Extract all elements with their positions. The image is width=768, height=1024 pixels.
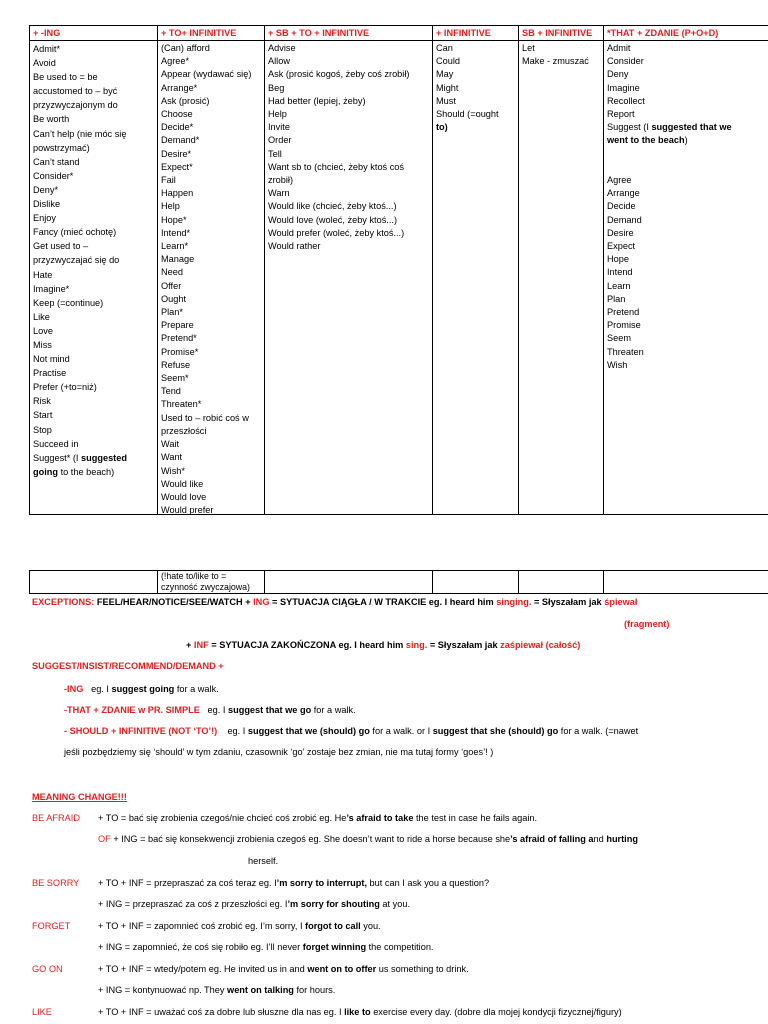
list-item: Ask (prosić kogoś, żeby coś zrobił) (268, 69, 410, 80)
header-ing: + -ING (30, 26, 157, 41)
list-item: Fancy (mieć ochotę) (33, 227, 117, 238)
list-item: Seem* (161, 373, 189, 384)
list-item: Would like (chcieć, żeby ktoś...) (268, 201, 397, 212)
meaning-change-title: MEANING CHANGE!!! (32, 792, 127, 802)
meaning-label: BE SORRY (32, 878, 80, 888)
list-item: Wish* (161, 465, 185, 476)
list-item: Agree (607, 175, 632, 185)
list-item: Admit* (33, 44, 61, 54)
list-item: Wish (607, 359, 628, 370)
list-item: Help (268, 109, 287, 120)
list-item: Offer (161, 280, 182, 291)
list-item: May (436, 69, 454, 80)
meaning-label: FORGET (32, 921, 71, 931)
list-item: Pretend (607, 307, 640, 318)
list-item: Like (33, 311, 50, 322)
list-item: Make - zmuszać (522, 56, 589, 67)
suggest-heading: SUGGEST/INSIST/RECOMMEND/DEMAND + (32, 661, 224, 671)
list-item: Deny* (33, 184, 59, 195)
header-sb-to-infinitive: + SB + TO + INFINITIVE (265, 26, 432, 41)
list-item: Should (=ought (436, 109, 499, 120)
column-infinitive (433, 26, 519, 514)
list-item: Help (161, 201, 180, 212)
list-item: Keep (=continue) (33, 297, 104, 308)
list-item: Let (522, 43, 535, 53)
list-item: Hope (607, 254, 629, 265)
list-item: Recollect (607, 95, 645, 106)
list-item: przyzwyczajonym do (33, 100, 118, 111)
list-item: Deny (607, 69, 629, 80)
list-item: Tend (161, 386, 181, 397)
list-item: Ask (prosić) (161, 95, 210, 106)
header-that-clause: *THAT + ZDANIE (P+O+D) (604, 26, 768, 41)
list-item: Miss (33, 339, 52, 350)
list-item: Report (607, 109, 635, 120)
list-item: Hope* (161, 214, 187, 225)
list-item: Had better (lepiej, żeby) (268, 95, 366, 106)
list-item: Hate (33, 269, 53, 280)
list-item: Allow (268, 56, 290, 67)
list-item: Fail (161, 175, 176, 186)
verb-pattern-table (29, 25, 768, 515)
list-item: Need (161, 267, 183, 278)
list-item: Dislike (33, 199, 61, 210)
list-item: Invite (268, 122, 290, 133)
list-item: accustomed to – być (33, 86, 118, 97)
list-item: Consider (607, 56, 644, 67)
list-item: Imagine (607, 82, 640, 93)
list-item: Wait (161, 439, 180, 450)
suggest-ing-line: -ING eg. I suggest going for a walk. (64, 684, 219, 694)
list-item: Admit (607, 43, 631, 53)
list-item: Intend* (161, 227, 191, 238)
suggest-that-line: -THAT + ZDANIE w PR. SIMPLE eg. I suggest that we go for a walk. (64, 705, 356, 715)
list-item: Suggest (I suggested that we (607, 122, 732, 133)
list-item: Could (436, 56, 461, 67)
list-item: Would love (161, 491, 207, 502)
list-item: Practise (33, 368, 67, 379)
meaning-line: + ING = kontynuować np. They went on talking for hours. (98, 985, 336, 995)
list-item: Plan (607, 293, 626, 304)
meaning-label: LIKE (32, 1007, 52, 1017)
column-sb-infinitive (519, 26, 604, 514)
meaning-label: GO ON (32, 964, 63, 974)
list-item: Order (268, 135, 292, 146)
meaning-label: BE AFRAID (32, 813, 80, 823)
list-item: Agree* (161, 56, 190, 67)
list-item: Want sb to (chcieć, żeby ktoś coś (268, 161, 404, 172)
column-to-infinitive (158, 26, 265, 514)
list-item: Get used to – (33, 241, 89, 252)
meaning-line: + TO + INF = przepraszać za coś teraz eg. I’m sorry to interrupt, but can I ask you a question? (98, 878, 490, 888)
list-item: Demand* (161, 135, 200, 146)
list-item: Learn (607, 280, 631, 291)
list-item: Succeed in (33, 438, 79, 449)
list-item: Would love (woleć, żeby ktoś...) (268, 214, 398, 225)
list-item: Expect* (161, 161, 193, 172)
list-item: Ought (161, 293, 187, 304)
exceptions-fragment: (fragment) (624, 619, 670, 629)
list-item: Would prefer (161, 505, 214, 516)
list-item: zrobił) (268, 175, 294, 186)
list-item: Suggest* (I suggested (33, 452, 127, 463)
list-item: Want (161, 452, 183, 463)
exceptions-line: EXCEPTIONS: FEEL/HEAR/NOTICE/SEE/WATCH + ING = SYTUACJA CIĄGŁA / W TRAKCIE eg. I heard him singing. = Słyszałam jak śpiewał (32, 597, 638, 607)
list-item: Be worth (33, 114, 70, 125)
list-item: Arrange (607, 188, 640, 199)
list-that-clause (604, 41, 768, 121)
list-item: Can’t help (nie móc się (33, 128, 127, 139)
list-item: Risk (33, 396, 51, 407)
list-item: Enjoy (33, 213, 56, 224)
list-item: Threaten (607, 346, 644, 357)
list-item: Prepare (161, 320, 194, 331)
meaning-line: OF + ING = bać się konsekwencji zrobienia czegoś eg. She doesn’t want to ride a horse because she’s afraid of falling and hurting (98, 834, 638, 844)
list-ing (30, 41, 157, 451)
list-item: Decide (607, 201, 636, 212)
list-item: Expect (607, 241, 636, 252)
note-line: (!hate to/like to = (161, 571, 227, 581)
list-item: Plan* (161, 307, 183, 318)
list-item: Can’t stand (33, 156, 80, 167)
list-item: went to the beach) (607, 135, 688, 146)
list-item: going to the beach) (33, 466, 115, 477)
list-item: Would rather (268, 241, 321, 252)
column-sb-to-infinitive (265, 26, 433, 514)
list-item: Can (436, 43, 453, 53)
list-item: Seem (607, 333, 632, 344)
list-item: Pretend* (161, 333, 197, 344)
list-item: Intend (607, 267, 633, 278)
list-item: Desire (607, 227, 634, 238)
list-item: Beg (268, 82, 285, 93)
list-item: Might (436, 82, 459, 93)
list-item: Learn* (161, 241, 189, 252)
list-item: Promise* (161, 346, 199, 357)
meaning-line: + TO = bać się zrobienia czegoś/nie chcieć coś zrobić eg. He’s afraid to take the test in case he fails again. (98, 813, 538, 823)
list-item: przyzwyczajać się do (33, 255, 120, 266)
note-line: czynność zwyczajowa) (161, 582, 250, 592)
list-item: Be used to = be (33, 72, 98, 83)
list-item: Would like (161, 478, 204, 489)
list-to-infinitive (158, 41, 264, 517)
list-item: Manage (161, 254, 195, 265)
list-item: Imagine* (33, 283, 70, 294)
list-item: przeszłości (161, 425, 207, 436)
list-item: Arrange* (161, 82, 198, 93)
list-that-clause-2 (604, 174, 768, 372)
list-item: Desire* (161, 148, 192, 159)
meaning-line: + TO + INF = uważać coś za dobre lub słuszne dla nas eg. I like to exercise every day. (dobre dla mojej kondycji fizycznej/figury) (98, 1007, 622, 1017)
list-item: Promise (607, 320, 641, 331)
header-sb-infinitive: SB + INFINITIVE (519, 26, 603, 41)
meaning-line: + TO + INF = wtedy/potem eg. He invited us in and went on to offer us something to drink. (98, 964, 469, 974)
list-item: Avoid (33, 58, 56, 69)
list-item: Choose (161, 109, 193, 120)
list-item: Advise (268, 43, 296, 53)
meaning-line: herself. (248, 856, 279, 866)
list-item: Refuse (161, 359, 191, 370)
list-item: Prefer (+to=niż) (33, 382, 97, 393)
meaning-line: + TO + INF = zapomnieć coś zrobić eg. I’m sorry, I forgot to call you. (98, 921, 381, 931)
header-to-infinitive: + TO+ INFINITIVE (158, 26, 264, 41)
suggest-should-line: - SHOULD + INFINITIVE (NOT ‘TO’!) eg. I suggest that we (should) go for a walk. or I suggest that she (should) go for a walk. (=nawet (64, 726, 639, 736)
list-item: Must (436, 95, 456, 106)
list-item: (Can) afford (161, 43, 210, 53)
continuation-table (29, 570, 768, 594)
list-item: Love (33, 325, 53, 336)
list-item: Used to – robić coś w (161, 412, 249, 423)
list-infinitive (433, 41, 518, 121)
column-ing (30, 26, 158, 514)
list-item: Stop (33, 424, 52, 435)
list-item: Decide* (161, 122, 194, 133)
list-item: powstrzymać) (33, 142, 90, 153)
list-item: Would prefer (woleć, żeby ktoś...) (268, 227, 405, 238)
list-item: Not mind (33, 354, 70, 365)
list-item: Demand (607, 214, 642, 225)
list-item: Happen (161, 188, 194, 199)
column-that-clause (604, 26, 768, 514)
list-item: Appear (wydawać się) (161, 69, 252, 80)
exceptions-inf-line: + INF = SYTUACJA ZAKOŃCZONA eg. I heard him sing. = Słyszałam jak zaśpiewał (całość) (186, 640, 581, 650)
list-item: Warn (268, 188, 290, 199)
list-sb-to-infinitive (265, 41, 432, 253)
list-item: to) (436, 122, 448, 133)
header-infinitive: + INFINITIVE (433, 26, 518, 41)
meaning-line: + ING = przepraszać za coś z przeszłości eg. I’m sorry for shouting at you. (98, 899, 410, 909)
list-item: Threaten* (161, 399, 202, 410)
list-item: Consider* (33, 170, 74, 181)
suggest-should-line-2: jeśli pozbędziemy się ‘should’ w tym zdaniu, czasownik ‘go’ zostaje bez zmian, nie ma tutaj formy ‘goes’! ) (64, 747, 494, 757)
list-item: Start (33, 410, 53, 421)
meaning-line: + ING = zapomnieć, że coś się robiło eg. I’ll never forget winning the competition. (98, 942, 434, 952)
list-item: Tell (268, 148, 282, 159)
list-sb-infinitive (519, 41, 603, 68)
